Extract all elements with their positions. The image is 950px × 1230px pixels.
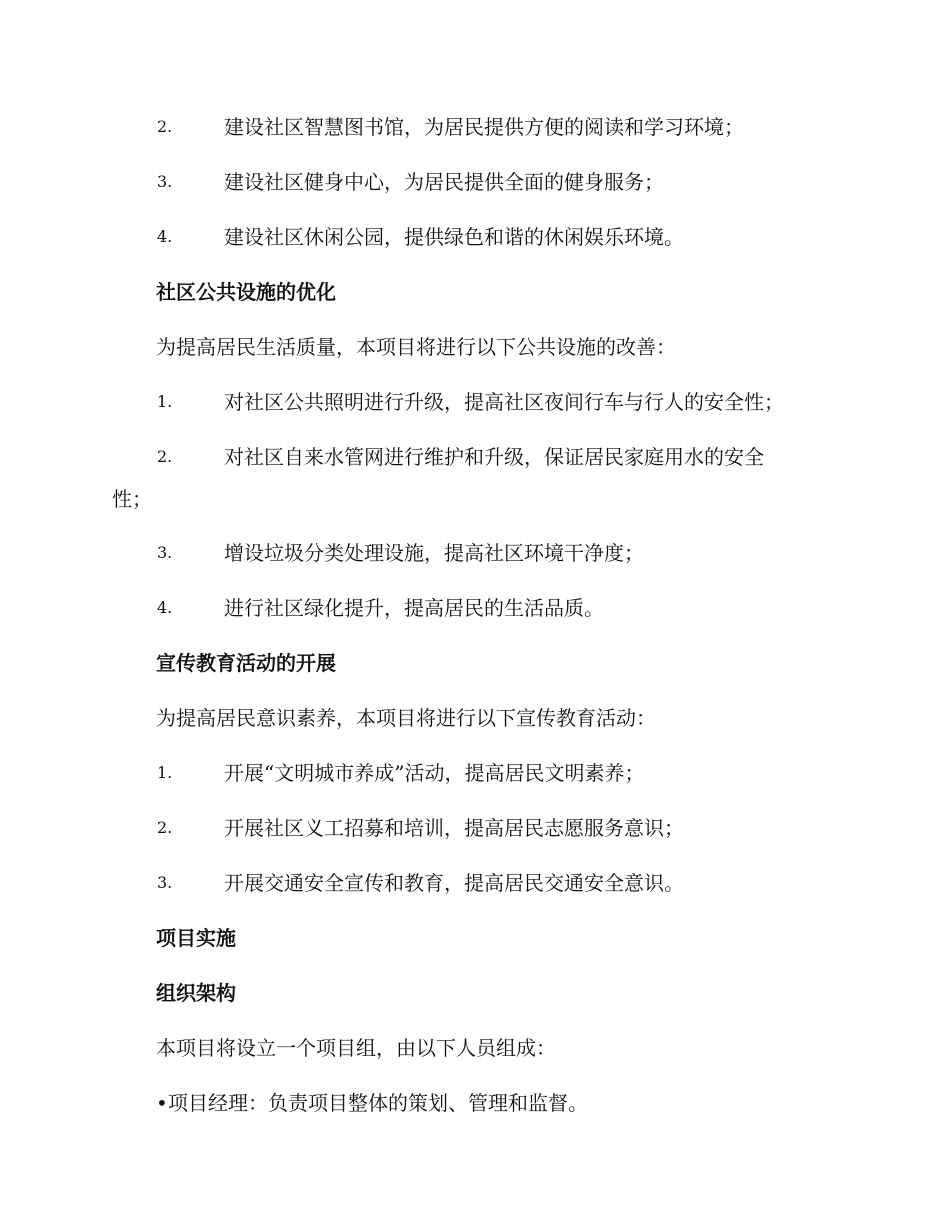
list-number: 1. (157, 392, 173, 411)
list-number: 3. (157, 543, 173, 562)
paragraph: 为提高居民意识素养，本项目将进行以下宣传教育活动： (156, 706, 656, 730)
list-text-continuation: 性； (112, 487, 152, 511)
bullet-marker: • (156, 1091, 168, 1115)
list-text: 建设社区健身中心，为居民提供全面的健身服务； (224, 170, 664, 194)
section-heading: 宣传教育活动的开展 (156, 651, 336, 675)
subsection-heading: 组织架构 (156, 981, 236, 1005)
list-number: 4. (157, 598, 173, 617)
list-number: 2. (157, 818, 173, 837)
list-number: 2. (157, 117, 173, 136)
list-text: 对社区公共照明进行升级，提高社区夜间行车与行人的安全性； (224, 390, 784, 414)
list-number: 1. (157, 763, 173, 782)
list-text: 进行社区绿化提升，提高居民的生活品质。 (224, 596, 604, 620)
list-text: 对社区自来水管网进行维护和升级，保证居民家庭用水的安全 (224, 445, 764, 469)
list-number: 3. (157, 172, 173, 191)
list-text: 增设垃圾分类处理设施，提高社区环境干净度； (224, 541, 644, 565)
list-text: 开展社区义工招募和培训，提高居民志愿服务意识； (224, 816, 684, 840)
list-number: 4. (157, 227, 173, 246)
list-text: 开展交通安全宣传和教育，提高居民交通安全意识。 (224, 871, 684, 895)
section-heading: 项目实施 (156, 926, 236, 950)
list-text: 建设社区休闲公园，提供绿色和谐的休闲娱乐环境。 (224, 225, 684, 249)
paragraph: 为提高居民生活质量，本项目将进行以下公共设施的改善： (156, 335, 676, 359)
list-text: 建设社区智慧图书馆，为居民提供方便的阅读和学习环境； (224, 115, 744, 139)
list-number: 2. (157, 447, 173, 466)
list-text: 开展“文明城市养成”活动，提高居民文明素养； (224, 761, 645, 785)
bullet-text: 项目经理：负责项目整体的策划、管理和监督。 (168, 1091, 588, 1115)
section-heading: 社区公共设施的优化 (156, 280, 336, 304)
list-number: 3. (157, 873, 173, 892)
paragraph: 本项目将设立一个项目组，由以下人员组成： (156, 1036, 556, 1060)
